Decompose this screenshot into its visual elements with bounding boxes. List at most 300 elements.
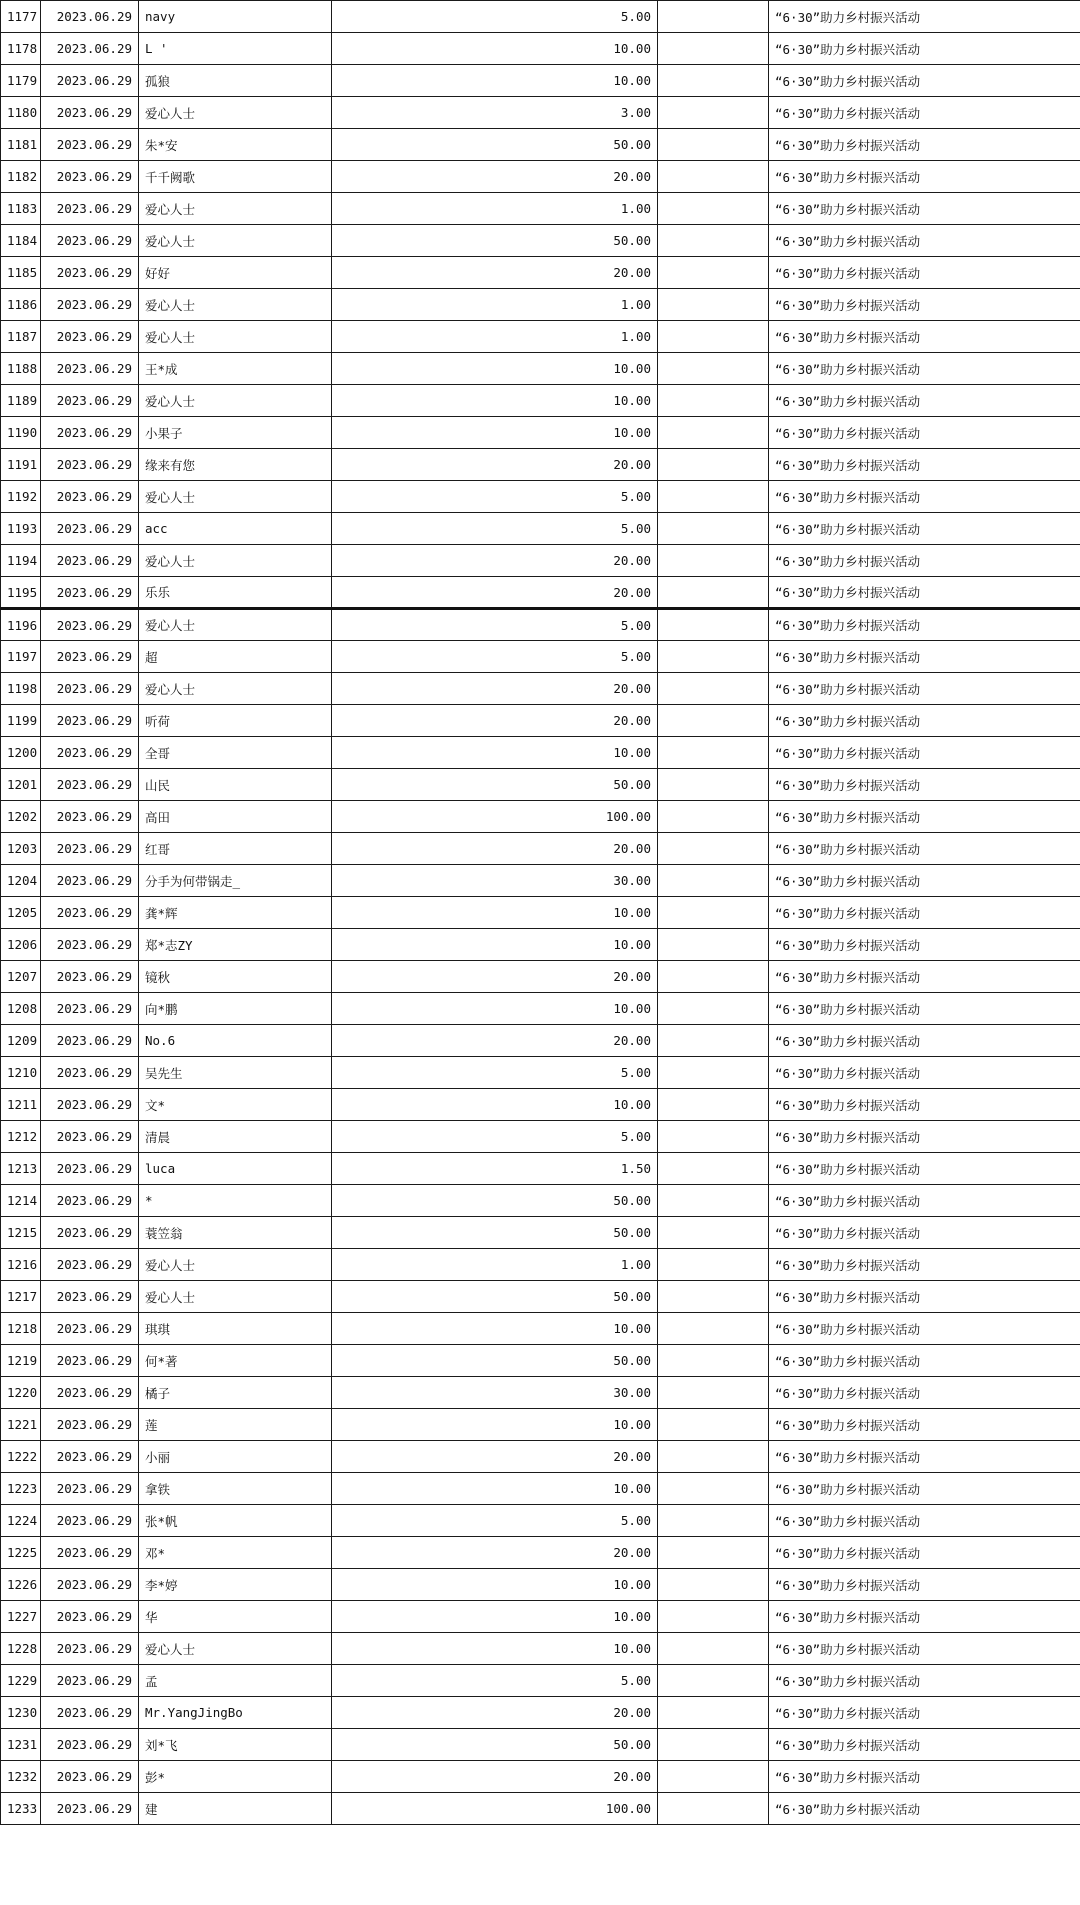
cell-amount: 1.00 [332, 193, 658, 225]
cell-donor-name: 向*鹏 [139, 993, 332, 1025]
cell-amount: 10.00 [332, 65, 658, 97]
cell-note [658, 1281, 769, 1313]
cell-project: “6·30”助力乡村振兴活动 [769, 1345, 1080, 1377]
table-row [1, 577, 1080, 609]
cell-project: “6·30”助力乡村振兴活动 [769, 1185, 1080, 1217]
cell-date: 2023.06.29 [41, 225, 139, 257]
cell-donor-name: 爱心人士 [139, 225, 332, 257]
cell-project: “6·30”助力乡村振兴活动 [769, 673, 1080, 705]
cell-note [658, 1697, 769, 1729]
cell-date: 2023.06.29 [41, 673, 139, 705]
table-row [1, 1473, 1080, 1505]
cell-donor-name: 小丽 [139, 1441, 332, 1473]
table-row [1, 193, 1080, 225]
ledger-body [1, 1, 1080, 1825]
cell-serial-no: 1194 [1, 545, 41, 577]
table-row [1, 1, 1080, 33]
table-row [1, 673, 1080, 705]
cell-donor-name: 文* [139, 1089, 332, 1121]
cell-serial-no: 1209 [1, 1025, 41, 1057]
cell-project: “6·30”助力乡村振兴活动 [769, 1633, 1080, 1665]
cell-serial-no: 1228 [1, 1633, 41, 1665]
table-row [1, 289, 1080, 321]
cell-amount: 20.00 [332, 673, 658, 705]
cell-date: 2023.06.29 [41, 1089, 139, 1121]
cell-note [658, 1793, 769, 1825]
cell-serial-no: 1203 [1, 833, 41, 865]
table-row [1, 833, 1080, 865]
cell-amount: 10.00 [332, 417, 658, 449]
cell-note [658, 65, 769, 97]
cell-amount: 20.00 [332, 1761, 658, 1793]
cell-note [658, 1569, 769, 1601]
cell-note [658, 1377, 769, 1409]
cell-serial-no: 1226 [1, 1569, 41, 1601]
cell-date: 2023.06.29 [41, 1217, 139, 1249]
cell-donor-name: 爱心人士 [139, 385, 332, 417]
cell-donor-name: 孤狼 [139, 65, 332, 97]
cell-date: 2023.06.29 [41, 1409, 139, 1441]
cell-serial-no: 1179 [1, 65, 41, 97]
cell-note [658, 1249, 769, 1281]
cell-note [658, 193, 769, 225]
cell-serial-no: 1201 [1, 769, 41, 801]
cell-amount: 10.00 [332, 1473, 658, 1505]
cell-project: “6·30”助力乡村振兴活动 [769, 1473, 1080, 1505]
table-row [1, 545, 1080, 577]
table-row [1, 257, 1080, 289]
cell-amount: 50.00 [332, 129, 658, 161]
cell-donor-name: luca [139, 1153, 332, 1185]
cell-amount: 100.00 [332, 801, 658, 833]
cell-serial-no: 1231 [1, 1729, 41, 1761]
cell-note [658, 577, 769, 609]
cell-amount: 20.00 [332, 1441, 658, 1473]
cell-note [658, 641, 769, 673]
table-row [1, 1089, 1080, 1121]
cell-donor-name: 张*帆 [139, 1505, 332, 1537]
cell-project: “6·30”助力乡村振兴活动 [769, 449, 1080, 481]
cell-donor-name: 小果子 [139, 417, 332, 449]
cell-amount: 20.00 [332, 577, 658, 609]
cell-project: “6·30”助力乡村振兴活动 [769, 257, 1080, 289]
cell-amount: 5.00 [332, 1, 658, 33]
cell-date: 2023.06.29 [41, 97, 139, 129]
cell-date: 2023.06.29 [41, 129, 139, 161]
cell-donor-name: 彭* [139, 1761, 332, 1793]
cell-serial-no: 1182 [1, 161, 41, 193]
cell-note [658, 225, 769, 257]
cell-project: “6·30”助力乡村振兴活动 [769, 897, 1080, 929]
cell-donor-name: navy [139, 1, 332, 33]
cell-amount: 1.50 [332, 1153, 658, 1185]
cell-note [658, 513, 769, 545]
cell-serial-no: 1208 [1, 993, 41, 1025]
cell-amount: 5.00 [332, 513, 658, 545]
cell-serial-no: 1206 [1, 929, 41, 961]
cell-serial-no: 1189 [1, 385, 41, 417]
cell-note [658, 33, 769, 65]
cell-amount: 10.00 [332, 1313, 658, 1345]
cell-amount: 50.00 [332, 1729, 658, 1761]
cell-serial-no: 1184 [1, 225, 41, 257]
cell-note [658, 481, 769, 513]
table-row [1, 1249, 1080, 1281]
cell-project: “6·30”助力乡村振兴活动 [769, 833, 1080, 865]
cell-serial-no: 1215 [1, 1217, 41, 1249]
table-row [1, 321, 1080, 353]
cell-project: “6·30”助力乡村振兴活动 [769, 513, 1080, 545]
cell-serial-no: 1207 [1, 961, 41, 993]
cell-date: 2023.06.29 [41, 1729, 139, 1761]
cell-serial-no: 1186 [1, 289, 41, 321]
cell-date: 2023.06.29 [41, 417, 139, 449]
cell-serial-no: 1221 [1, 1409, 41, 1441]
cell-amount: 50.00 [332, 1345, 658, 1377]
cell-amount: 1.00 [332, 1249, 658, 1281]
cell-note [658, 449, 769, 481]
cell-note [658, 1473, 769, 1505]
cell-serial-no: 1222 [1, 1441, 41, 1473]
cell-date: 2023.06.29 [41, 897, 139, 929]
cell-serial-no: 1178 [1, 33, 41, 65]
cell-donor-name: 龚*辉 [139, 897, 332, 929]
cell-date: 2023.06.29 [41, 1505, 139, 1537]
cell-project: “6·30”助力乡村振兴活动 [769, 161, 1080, 193]
cell-date: 2023.06.29 [41, 1473, 139, 1505]
table-row [1, 1697, 1080, 1729]
table-row [1, 129, 1080, 161]
table-row [1, 1761, 1080, 1793]
cell-serial-no: 1214 [1, 1185, 41, 1217]
cell-date: 2023.06.29 [41, 1, 139, 33]
cell-amount: 20.00 [332, 1025, 658, 1057]
cell-project: “6·30”助力乡村振兴活动 [769, 961, 1080, 993]
cell-date: 2023.06.29 [41, 1537, 139, 1569]
cell-amount: 10.00 [332, 33, 658, 65]
cell-amount: 5.00 [332, 1505, 658, 1537]
cell-note [658, 1345, 769, 1377]
cell-project: “6·30”助力乡村振兴活动 [769, 1505, 1080, 1537]
table-row [1, 1729, 1080, 1761]
cell-note [658, 1601, 769, 1633]
cell-donor-name: acc [139, 513, 332, 545]
table-row [1, 385, 1080, 417]
table-row [1, 97, 1080, 129]
cell-serial-no: 1211 [1, 1089, 41, 1121]
cell-project: “6·30”助力乡村振兴活动 [769, 417, 1080, 449]
cell-date: 2023.06.29 [41, 833, 139, 865]
cell-note [658, 961, 769, 993]
cell-project: “6·30”助力乡村振兴活动 [769, 321, 1080, 353]
cell-note [658, 1217, 769, 1249]
table-row [1, 1441, 1080, 1473]
cell-serial-no: 1187 [1, 321, 41, 353]
cell-amount: 10.00 [332, 353, 658, 385]
cell-donor-name: 山民 [139, 769, 332, 801]
cell-amount: 20.00 [332, 161, 658, 193]
cell-project: “6·30”助力乡村振兴活动 [769, 1281, 1080, 1313]
cell-note [658, 545, 769, 577]
cell-date: 2023.06.29 [41, 1697, 139, 1729]
cell-date: 2023.06.29 [41, 1601, 139, 1633]
cell-date: 2023.06.29 [41, 385, 139, 417]
table-row [1, 1793, 1080, 1825]
cell-serial-no: 1230 [1, 1697, 41, 1729]
cell-serial-no: 1227 [1, 1601, 41, 1633]
cell-donor-name: 朱*安 [139, 129, 332, 161]
cell-note [658, 289, 769, 321]
cell-date: 2023.06.29 [41, 545, 139, 577]
table-row [1, 1345, 1080, 1377]
cell-date: 2023.06.29 [41, 1313, 139, 1345]
cell-amount: 1.00 [332, 321, 658, 353]
cell-donor-name: * [139, 1185, 332, 1217]
table-row [1, 609, 1080, 641]
cell-donor-name: 爱心人士 [139, 609, 332, 641]
cell-donor-name: 蓑笠翁 [139, 1217, 332, 1249]
cell-serial-no: 1204 [1, 865, 41, 897]
cell-amount: 20.00 [332, 1537, 658, 1569]
cell-donor-name: 琪琪 [139, 1313, 332, 1345]
cell-serial-no: 1233 [1, 1793, 41, 1825]
cell-project: “6·30”助力乡村振兴活动 [769, 545, 1080, 577]
cell-donor-name: 刘*飞 [139, 1729, 332, 1761]
cell-note [658, 129, 769, 161]
cell-note [658, 1729, 769, 1761]
table-row [1, 737, 1080, 769]
cell-project: “6·30”助力乡村振兴活动 [769, 1089, 1080, 1121]
cell-amount: 50.00 [332, 1217, 658, 1249]
cell-project: “6·30”助力乡村振兴活动 [769, 609, 1080, 641]
cell-donor-name: 孟 [139, 1665, 332, 1697]
cell-project: “6·30”助力乡村振兴活动 [769, 1025, 1080, 1057]
cell-serial-no: 1200 [1, 737, 41, 769]
cell-amount: 30.00 [332, 1377, 658, 1409]
cell-project: “6·30”助力乡村振兴活动 [769, 1793, 1080, 1825]
cell-amount: 5.00 [332, 1057, 658, 1089]
cell-amount: 50.00 [332, 769, 658, 801]
cell-donor-name: 莲 [139, 1409, 332, 1441]
cell-date: 2023.06.29 [41, 801, 139, 833]
table-row [1, 161, 1080, 193]
cell-project: “6·30”助力乡村振兴活动 [769, 1537, 1080, 1569]
cell-amount: 10.00 [332, 993, 658, 1025]
cell-date: 2023.06.29 [41, 993, 139, 1025]
cell-project: “6·30”助力乡村振兴活动 [769, 1409, 1080, 1441]
cell-note [658, 673, 769, 705]
cell-serial-no: 1213 [1, 1153, 41, 1185]
cell-project: “6·30”助力乡村振兴活动 [769, 1665, 1080, 1697]
cell-date: 2023.06.29 [41, 481, 139, 513]
cell-date: 2023.06.29 [41, 1025, 139, 1057]
cell-note [658, 417, 769, 449]
cell-amount: 20.00 [332, 257, 658, 289]
cell-serial-no: 1196 [1, 609, 41, 641]
cell-serial-no: 1191 [1, 449, 41, 481]
cell-donor-name: 拿铁 [139, 1473, 332, 1505]
cell-project: “6·30”助力乡村振兴活动 [769, 1057, 1080, 1089]
table-row [1, 1025, 1080, 1057]
cell-amount: 10.00 [332, 1409, 658, 1441]
cell-donor-name: 听荷 [139, 705, 332, 737]
cell-date: 2023.06.29 [41, 929, 139, 961]
cell-project: “6·30”助力乡村振兴活动 [769, 1217, 1080, 1249]
cell-amount: 100.00 [332, 1793, 658, 1825]
table-row [1, 705, 1080, 737]
cell-note [658, 865, 769, 897]
cell-project: “6·30”助力乡村振兴活动 [769, 193, 1080, 225]
cell-serial-no: 1193 [1, 513, 41, 545]
cell-date: 2023.06.29 [41, 577, 139, 609]
cell-date: 2023.06.29 [41, 193, 139, 225]
table-row [1, 1313, 1080, 1345]
cell-project: “6·30”助力乡村振兴活动 [769, 1729, 1080, 1761]
cell-amount: 20.00 [332, 449, 658, 481]
cell-note [658, 1761, 769, 1793]
cell-project: “6·30”助力乡村振兴活动 [769, 577, 1080, 609]
cell-project: “6·30”助力乡村振兴活动 [769, 1697, 1080, 1729]
cell-note [658, 1633, 769, 1665]
cell-date: 2023.06.29 [41, 1761, 139, 1793]
cell-date: 2023.06.29 [41, 257, 139, 289]
cell-amount: 10.00 [332, 1089, 658, 1121]
cell-serial-no: 1225 [1, 1537, 41, 1569]
cell-project: “6·30”助力乡村振兴活动 [769, 1601, 1080, 1633]
cell-donor-name: 镜秋 [139, 961, 332, 993]
cell-date: 2023.06.29 [41, 961, 139, 993]
cell-date: 2023.06.29 [41, 1121, 139, 1153]
cell-donor-name: 邓* [139, 1537, 332, 1569]
cell-amount: 5.00 [332, 481, 658, 513]
cell-amount: 50.00 [332, 1185, 658, 1217]
cell-serial-no: 1197 [1, 641, 41, 673]
cell-serial-no: 1216 [1, 1249, 41, 1281]
cell-donor-name: 清晨 [139, 1121, 332, 1153]
table-row [1, 1281, 1080, 1313]
cell-amount: 50.00 [332, 225, 658, 257]
cell-donor-name: 爱心人士 [139, 1281, 332, 1313]
table-row [1, 801, 1080, 833]
cell-serial-no: 1205 [1, 897, 41, 929]
cell-donor-name: 爱心人士 [139, 1633, 332, 1665]
cell-note [658, 929, 769, 961]
cell-amount: 10.00 [332, 737, 658, 769]
table-row [1, 1185, 1080, 1217]
cell-note [658, 97, 769, 129]
cell-project: “6·30”助力乡村振兴活动 [769, 929, 1080, 961]
table-row [1, 1569, 1080, 1601]
cell-serial-no: 1229 [1, 1665, 41, 1697]
cell-date: 2023.06.29 [41, 65, 139, 97]
cell-note [658, 1057, 769, 1089]
cell-date: 2023.06.29 [41, 1665, 139, 1697]
cell-note [658, 257, 769, 289]
cell-donor-name: No.6 [139, 1025, 332, 1057]
cell-date: 2023.06.29 [41, 769, 139, 801]
cell-donor-name: 千千阙歌 [139, 161, 332, 193]
cell-donor-name: 爱心人士 [139, 545, 332, 577]
cell-serial-no: 1185 [1, 257, 41, 289]
cell-donor-name: Mr.YangJingBo [139, 1697, 332, 1729]
cell-serial-no: 1199 [1, 705, 41, 737]
cell-donor-name: 吴先生 [139, 1057, 332, 1089]
cell-serial-no: 1180 [1, 97, 41, 129]
table-row [1, 65, 1080, 97]
cell-date: 2023.06.29 [41, 353, 139, 385]
table-row [1, 449, 1080, 481]
cell-project: “6·30”助力乡村振兴活动 [769, 1121, 1080, 1153]
cell-donor-name: 华 [139, 1601, 332, 1633]
cell-project: “6·30”助力乡村振兴活动 [769, 801, 1080, 833]
cell-donor-name: 超 [139, 641, 332, 673]
table-row [1, 1601, 1080, 1633]
cell-note [658, 353, 769, 385]
cell-note [658, 1665, 769, 1697]
cell-note [658, 737, 769, 769]
cell-date: 2023.06.29 [41, 1057, 139, 1089]
cell-note [658, 1185, 769, 1217]
cell-donor-name: 李*婷 [139, 1569, 332, 1601]
cell-note [658, 1409, 769, 1441]
cell-project: “6·30”助力乡村振兴活动 [769, 353, 1080, 385]
cell-note [658, 993, 769, 1025]
table-row [1, 1665, 1080, 1697]
cell-donor-name: 郑*志ZY [139, 929, 332, 961]
cell-serial-no: 1232 [1, 1761, 41, 1793]
cell-project: “6·30”助力乡村振兴活动 [769, 865, 1080, 897]
cell-amount: 10.00 [332, 1569, 658, 1601]
table-row [1, 897, 1080, 929]
cell-note [658, 1441, 769, 1473]
cell-donor-name: 高田 [139, 801, 332, 833]
cell-donor-name: 何*著 [139, 1345, 332, 1377]
cell-donor-name: 爱心人士 [139, 1249, 332, 1281]
cell-project: “6·30”助力乡村振兴活动 [769, 33, 1080, 65]
cell-project: “6·30”助力乡村振兴活动 [769, 1313, 1080, 1345]
cell-project: “6·30”助力乡村振兴活动 [769, 1153, 1080, 1185]
table-row [1, 1505, 1080, 1537]
cell-serial-no: 1224 [1, 1505, 41, 1537]
cell-donor-name: 全哥 [139, 737, 332, 769]
table-row [1, 1057, 1080, 1089]
cell-date: 2023.06.29 [41, 1153, 139, 1185]
cell-project: “6·30”助力乡村振兴活动 [769, 97, 1080, 129]
cell-amount: 5.00 [332, 641, 658, 673]
cell-date: 2023.06.29 [41, 705, 139, 737]
cell-note [658, 1505, 769, 1537]
cell-project: “6·30”助力乡村振兴活动 [769, 1377, 1080, 1409]
cell-serial-no: 1219 [1, 1345, 41, 1377]
cell-serial-no: 1181 [1, 129, 41, 161]
table-row [1, 641, 1080, 673]
cell-note [658, 833, 769, 865]
cell-project: “6·30”助力乡村振兴活动 [769, 737, 1080, 769]
cell-note [658, 1313, 769, 1345]
cell-serial-no: 1183 [1, 193, 41, 225]
cell-project: “6·30”助力乡村振兴活动 [769, 1249, 1080, 1281]
cell-amount: 5.00 [332, 609, 658, 641]
table-row [1, 1121, 1080, 1153]
cell-date: 2023.06.29 [41, 865, 139, 897]
cell-note [658, 1153, 769, 1185]
cell-serial-no: 1217 [1, 1281, 41, 1313]
cell-project: “6·30”助力乡村振兴活动 [769, 65, 1080, 97]
table-row [1, 929, 1080, 961]
cell-serial-no: 1190 [1, 417, 41, 449]
cell-date: 2023.06.29 [41, 1569, 139, 1601]
cell-date: 2023.06.29 [41, 1281, 139, 1313]
